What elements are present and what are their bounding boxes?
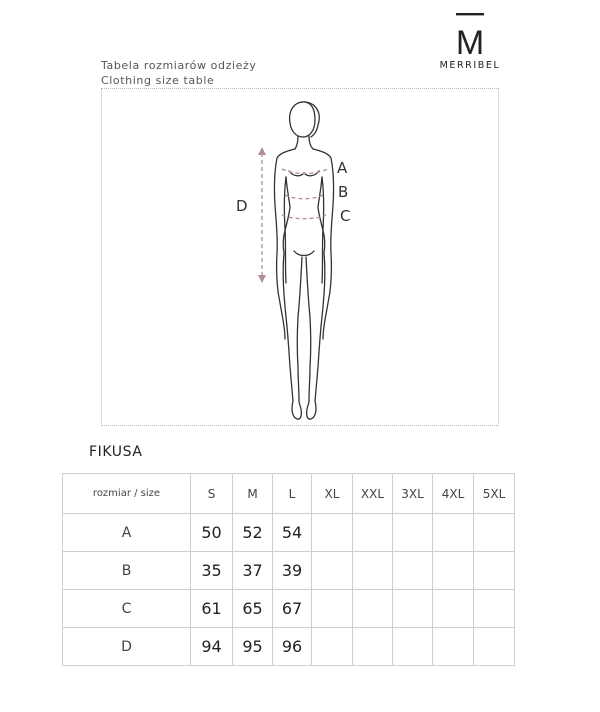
size-header-4xl: 4XL: [433, 474, 474, 514]
table-cell: [312, 628, 353, 666]
row-label-c: C: [63, 590, 191, 628]
table-row: [63, 552, 515, 590]
table-cell: 35: [191, 552, 233, 590]
row-label-a: A: [63, 514, 191, 552]
page-titles: [101, 58, 256, 88]
size-header-s: S: [191, 474, 233, 514]
table-cell: [312, 590, 353, 628]
waist-measure-line: [285, 195, 323, 199]
size-header-l: L: [273, 474, 312, 514]
label-c: C: [340, 207, 351, 225]
table-cell: [393, 628, 433, 666]
title-english: Clothing size table: [101, 74, 215, 87]
body-figure-illustration: [102, 89, 500, 427]
table-row: [63, 514, 515, 552]
table-cell: [474, 590, 515, 628]
table-cell: [433, 552, 474, 590]
table-cell: [312, 514, 353, 552]
table-cell: [393, 552, 433, 590]
table-cell: [353, 590, 393, 628]
label-d: D: [236, 197, 248, 215]
label-b: B: [338, 183, 349, 201]
product-name: FIKUSA: [89, 444, 143, 460]
table-cell: [474, 514, 515, 552]
table-cell: 94: [191, 628, 233, 666]
table-cell: [393, 514, 433, 552]
size-header-xl: XL: [312, 474, 353, 514]
table-cell: [393, 590, 433, 628]
size-header-3xl: 3XL: [393, 474, 433, 514]
table-row: [63, 628, 515, 666]
corner-label: rozmiar / size: [63, 474, 191, 514]
table-cell: 37: [233, 552, 273, 590]
table-cell: 52: [233, 514, 273, 552]
title-polish: Tabela rozmiarów odzieży: [101, 59, 257, 72]
bust-measure-line: [282, 169, 328, 174]
size-table: [62, 473, 515, 666]
table-cell: 39: [273, 552, 312, 590]
table-cell: [353, 552, 393, 590]
table-cell: [474, 552, 515, 590]
height-arrow-top-icon: [258, 147, 266, 155]
table-cell: 54: [273, 514, 312, 552]
brand-name: MERRIBEL: [439, 60, 501, 71]
size-header-xxl: XXL: [353, 474, 393, 514]
table-cell: [433, 590, 474, 628]
table-cell: 65: [233, 590, 273, 628]
row-label-d: D: [63, 628, 191, 666]
table-cell: 95: [233, 628, 273, 666]
table-cell: 96: [273, 628, 312, 666]
brand-logo: [420, 12, 520, 71]
table-cell: 61: [191, 590, 233, 628]
table-cell: 50: [191, 514, 233, 552]
table-cell: [312, 552, 353, 590]
label-a: A: [337, 159, 348, 177]
table-cell: [433, 514, 474, 552]
size-header-5xl: 5XL: [474, 474, 515, 514]
row-label-b: B: [63, 552, 191, 590]
height-arrow-bottom-icon: [258, 275, 266, 283]
table-cell: 67: [273, 590, 312, 628]
table-row: [63, 590, 515, 628]
table-cell: [474, 628, 515, 666]
table-cell: [433, 628, 474, 666]
size-header-row: [63, 474, 515, 514]
table-cell: [353, 628, 393, 666]
size-header-m: M: [233, 474, 273, 514]
figure-frame: [101, 88, 499, 426]
svg-text:M: M: [455, 24, 485, 56]
brand-logo-mark: [450, 12, 490, 56]
table-cell: [353, 514, 393, 552]
